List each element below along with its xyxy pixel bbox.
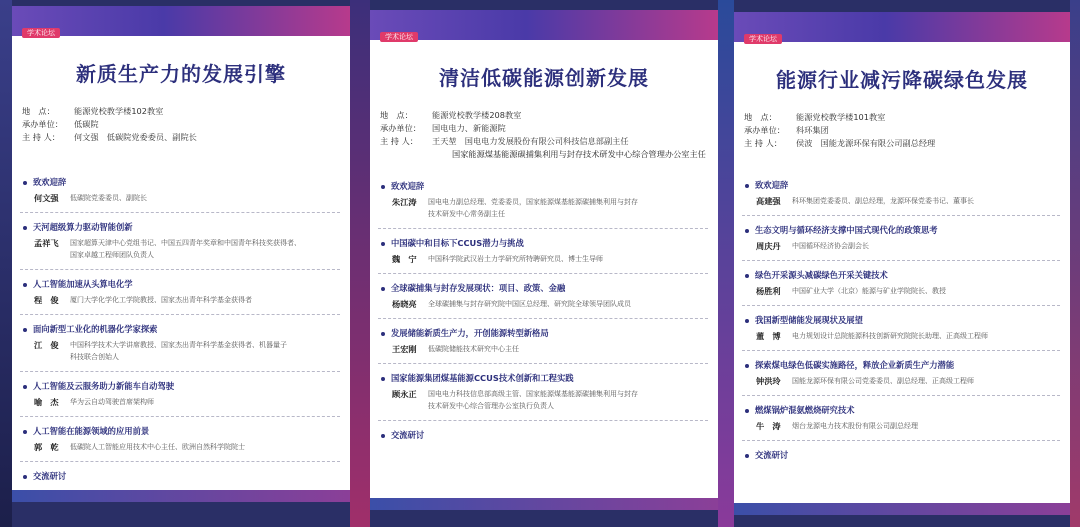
agenda-topic: 燃煤锅炉混氨燃烧研究技术	[755, 405, 855, 415]
speaker-name: 杨胜利	[756, 286, 781, 296]
speaker	[378, 343, 708, 355]
agenda-topic: 我国新型储能发展现状及展望	[755, 315, 863, 325]
bullet-icon	[23, 430, 27, 434]
info-value: 侯波 国能龙源环保有限公司副总经理	[796, 138, 936, 148]
speaker-title: 中国矿业大学（北京）能源与矿业学院院长、教授	[792, 287, 946, 295]
info-row	[380, 122, 710, 135]
agenda-topic: 绿色开采源头减碳绿色开采关键技术	[755, 270, 888, 280]
speaker-title: 科环集团党委委员、副总经理，龙源环保党委书记、董事长	[792, 197, 974, 205]
bullet-icon	[381, 242, 385, 246]
agenda-item	[742, 449, 1060, 470]
speaker-name: 董 博	[756, 331, 781, 341]
info-value: 科环集团	[796, 125, 829, 135]
agenda-item	[378, 282, 708, 319]
speaker-name: 何文强	[34, 193, 59, 203]
forum-tag: 学术论坛	[22, 28, 60, 38]
speaker-title: 厦门大学化学化工学院教授、国家杰出青年科学基金获得者	[70, 296, 252, 304]
agenda-item	[742, 314, 1060, 351]
info-label: 承办单位：	[22, 119, 63, 129]
info-label: 地 点：	[22, 106, 55, 116]
agenda-topic: 交流研讨	[33, 471, 67, 481]
bullet-icon	[745, 184, 749, 188]
speaker-title: 低碳院人工智能应用技术中心主任、欧洲自然科学院院士	[70, 443, 245, 451]
poster-header-band	[734, 12, 1070, 42]
speaker	[20, 237, 340, 261]
forum-title: 能源行业减污降碳绿色发展	[776, 68, 1028, 92]
info-value: 何文强 低碳院党委委员、副院长	[74, 132, 197, 142]
speaker	[378, 253, 708, 265]
speaker-name: 顾永正	[392, 389, 417, 399]
agenda-topic: 面向新型工业化的机器化学家探索	[33, 324, 158, 334]
info-value: 能源党校教学楼208教室	[432, 110, 522, 120]
speaker	[20, 339, 340, 363]
info-row	[744, 111, 1062, 124]
bullet-icon	[23, 475, 27, 479]
speaker-title: 国电电力科技信息部高级主管、国家能源煤基能源碳捕集利用与封存	[428, 390, 638, 398]
info-label: 承办单位：	[744, 125, 785, 135]
agenda-item	[20, 380, 340, 417]
info-row	[380, 109, 710, 122]
agenda-item	[20, 470, 340, 491]
speaker-title: 国家卓越工程师团队负责人	[70, 251, 154, 259]
agenda-item	[742, 359, 1060, 396]
speaker	[20, 294, 340, 306]
forum-title: 清洁低碳能源创新发展	[439, 66, 649, 90]
speaker-title: 中国循环经济协会副会长	[792, 242, 869, 250]
speaker	[742, 240, 1060, 252]
speaker-title: 技术研发中心综合管理办公室执行负责人	[428, 402, 554, 410]
speaker	[742, 375, 1060, 387]
agenda-item	[378, 180, 708, 229]
info-value: 能源党校教学楼102教室	[74, 106, 164, 116]
agenda-item	[20, 278, 340, 315]
forum-info	[744, 111, 1062, 150]
agenda-topic: 交流研讨	[755, 450, 789, 460]
bullet-icon	[381, 377, 385, 381]
agenda-topic: 致欢迎辞	[33, 177, 67, 187]
speaker-name: 周庆丹	[756, 241, 781, 251]
speaker-name: 杨晓亮	[392, 299, 417, 309]
agenda-item	[378, 429, 708, 450]
speaker-name: 牛 涛	[756, 421, 781, 431]
forum-info	[22, 105, 342, 144]
bullet-icon	[745, 454, 749, 458]
info-label: 主 持 人：	[744, 138, 782, 148]
bullet-icon	[745, 274, 749, 278]
agenda-topic: 中国碳中和目标下CCUS潜力与挑战	[391, 238, 524, 248]
speaker-name: 郭 乾	[34, 442, 59, 452]
bullet-icon	[23, 385, 27, 389]
agenda-topic: 探索煤电绿色低碳实施路径，释放企业新质生产力潜能	[755, 360, 955, 370]
agenda-topic: 致欢迎辞	[755, 180, 789, 190]
poster-footer-band	[734, 503, 1070, 515]
speaker	[378, 388, 708, 412]
speaker-name: 王宏刚	[392, 344, 417, 354]
agenda-topic: 国家能源集团煤基能源CCUS技术创新和工程实践	[391, 373, 574, 383]
agenda-item	[20, 425, 340, 462]
poster-header-band	[370, 10, 718, 40]
speaker-title: 烟台龙源电力技术股份有限公司副总经理	[792, 422, 918, 430]
speaker	[20, 441, 340, 453]
bullet-icon	[381, 287, 385, 291]
speaker-name: 魏 宁	[392, 254, 417, 264]
forum-poster	[12, 6, 350, 502]
speaker-name: 程 俊	[34, 295, 59, 305]
forum-poster	[734, 12, 1070, 515]
speaker-title: 全球碳捕集与封存研究院中国区总经理、研究院全球领导团队成员	[428, 300, 631, 308]
forum-title: 新质生产力的发展引擎	[76, 62, 286, 86]
bullet-icon	[23, 181, 27, 185]
agenda-item	[378, 237, 708, 274]
bullet-icon	[381, 332, 385, 336]
forum-poster	[370, 10, 718, 510]
speaker	[742, 330, 1060, 342]
agenda-list	[378, 180, 708, 458]
bullet-icon	[745, 229, 749, 233]
speaker-title: 国电电力副总经理、党委委员，国家能源煤基能源碳捕集利用与封存	[428, 198, 638, 206]
agenda-list	[742, 179, 1060, 478]
speaker-name: 钟洪玲	[756, 376, 781, 386]
info-row	[22, 118, 342, 131]
info-label: 主 持 人：	[380, 136, 418, 146]
speaker	[20, 396, 340, 408]
poster-footer-band	[12, 490, 350, 502]
speaker-name: 朱江涛	[392, 197, 417, 207]
forum-tag: 学术论坛	[380, 32, 418, 42]
speaker	[378, 298, 708, 310]
info-value: 王天堃 国电电力发展股份有限公司科技信息部副主任	[432, 136, 629, 146]
info-row	[22, 131, 342, 144]
speaker-title: 国家超算天津中心党组书记、中国五四青年奖章和中国青年科技奖获得者、	[70, 239, 301, 247]
agenda-item	[742, 179, 1060, 216]
speaker-title: 科技联合创始人	[70, 353, 119, 361]
poster-footer-band	[370, 498, 718, 510]
info-label: 地 点：	[744, 112, 777, 122]
agenda-topic: 发展储能新质生产力，开创能源转型新格局	[391, 328, 549, 338]
info-row	[380, 135, 710, 148]
info-row	[744, 137, 1062, 150]
info-label: 承办单位：	[380, 123, 421, 133]
speaker-name: 孟祥飞	[34, 238, 59, 248]
agenda-topic: 致欢迎辞	[391, 181, 425, 191]
agenda-topic: 人工智能加速从头算电化学	[33, 279, 133, 289]
bullet-icon	[381, 185, 385, 189]
speaker	[742, 285, 1060, 297]
speaker-name: 高建强	[756, 196, 781, 206]
speaker	[742, 195, 1060, 207]
agenda-topic: 天河超级算力驱动智能创新	[33, 222, 133, 232]
agenda-topic: 人工智能在能源领域的应用前景	[33, 426, 150, 436]
agenda-topic: 生态文明与循环经济支撑中国式现代化的政策思考	[755, 225, 938, 235]
bullet-icon	[745, 319, 749, 323]
bullet-icon	[745, 409, 749, 413]
speaker	[742, 420, 1060, 432]
agenda-item	[378, 372, 708, 421]
speaker-name: 江 俊	[34, 340, 59, 350]
agenda-list	[20, 176, 340, 499]
speaker-title: 中国科学院武汉岩土力学研究所特聘研究员、博士生导师	[428, 255, 603, 263]
agenda-topic: 人工智能及云服务助力新能车自动驾驶	[33, 381, 175, 391]
agenda-item	[20, 221, 340, 270]
agenda-item	[20, 176, 340, 213]
bullet-icon	[23, 226, 27, 230]
agenda-item	[20, 323, 340, 372]
speaker-name: 喻 杰	[34, 397, 59, 407]
agenda-item	[742, 404, 1060, 441]
speaker-title: 华为云自动驾驶首席架构师	[70, 398, 154, 406]
agenda-item	[742, 269, 1060, 306]
bullet-icon	[745, 364, 749, 368]
agenda-item	[378, 327, 708, 364]
info-label: 地 点：	[380, 110, 413, 120]
info-row	[744, 124, 1062, 137]
speaker-title: 低碳院党委委员、副院长	[70, 194, 147, 202]
agenda-item	[742, 224, 1060, 261]
background-right	[1070, 0, 1080, 527]
background-gap-1	[350, 0, 370, 527]
speaker-title: 中国科学技术大学讲席教授、国家杰出青年科学基金获得者、机器量子	[70, 341, 287, 349]
info-value-continued: 国家能源煤基能源碳捕集利用与封存技术研发中心综合管理办公室主任	[452, 149, 706, 159]
background-left	[0, 0, 12, 527]
info-label: 主 持 人：	[22, 132, 60, 142]
forum-tag: 学术论坛	[744, 34, 782, 44]
agenda-topic: 全球碳捕集与封存发展现状：项目、政策、金融	[391, 283, 566, 293]
info-row	[22, 105, 342, 118]
speaker	[20, 192, 340, 204]
speaker-title: 电力规划设计总院能源科技创新研究院院长助理、正高级工程师	[792, 332, 988, 340]
forum-info	[380, 109, 710, 161]
speaker-title: 低碳院储能技术研究中心主任	[428, 345, 519, 353]
agenda-topic: 交流研讨	[391, 430, 425, 440]
bullet-icon	[381, 434, 385, 438]
bullet-icon	[23, 328, 27, 332]
info-value: 国电电力、新能源院	[432, 123, 506, 133]
speaker-title: 国能龙源环保有限公司党委委员、副总经理、正高级工程师	[792, 377, 974, 385]
info-value: 低碳院	[74, 119, 99, 129]
speaker-title: 技术研发中心常务副主任	[428, 210, 505, 218]
info-value: 能源党校教学楼101教室	[796, 112, 886, 122]
poster-header-band	[12, 6, 350, 36]
background-gap-2	[718, 0, 734, 527]
speaker	[378, 196, 708, 220]
bullet-icon	[23, 283, 27, 287]
